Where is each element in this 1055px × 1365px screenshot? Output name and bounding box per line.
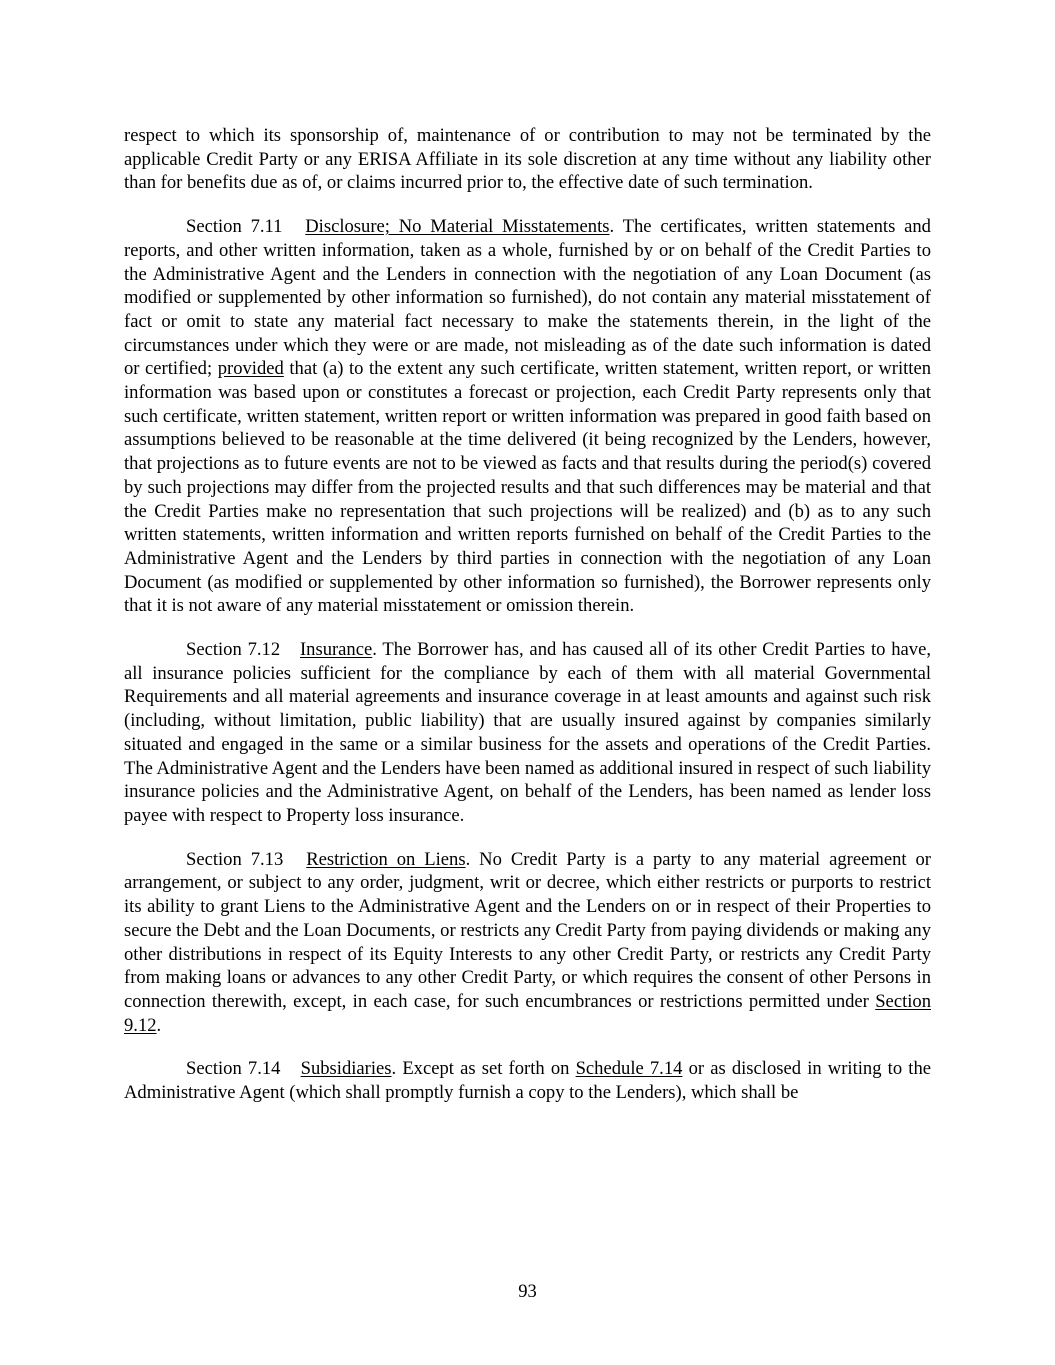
section-number: Section 7.12 (186, 639, 281, 661)
continuation-paragraph (124, 124, 931, 195)
section-text: . The certificates, written statements and reports, and other written information, taken as a whole, furnished by or on behalf of the Credit Parties to the Administrative Agent and the Lenders in connection with the negotiation of any Loan Document (as modified or supplemented by other information so furnished), do not contain any material misstatement of fact or omit to state any material fact necessary to make the statements therein, in the light of the circumstances under which they were or are made, not misleading as of the date such information is dated or certified; (124, 216, 931, 380)
section-7-12 (124, 638, 931, 828)
schedule-reference-link[interactable]: Schedule 7.14 (575, 1058, 683, 1080)
page-number: 93 (518, 1281, 537, 1302)
section-heading: Subsidiaries (300, 1058, 392, 1080)
document-body (124, 124, 931, 1125)
section-reference-link[interactable]: Section 9.12 (124, 990, 931, 1036)
section-number: Section 7.13 (186, 848, 284, 870)
continuation-text: respect to which its sponsorship of, maintenance of or contribution to may not be terminated by the applicable Credit Party or any ERISA Affiliate in its sole discretion at any time without any liability other than for benefits due as of, or claims incurred prior to, the effective date of such termination. (124, 125, 931, 194)
section-text: that (a) to the extent any such certificate, written statement, written report, or written information was based upon or constitutes a forecast or projection, each Credit Party represents only that such certificate, written statement, written report or written information was prepared in good faith based on assumptions believed to be reasonable at the time delivered (it being recognized by the Lenders, however, that projections as to future events are not to be viewed as facts and that results during the period(s) covered by such projections may differ from the projected results and that such differences may be material and that the Credit Parties make no representation that such projections will be realized) and (b) as to any such written statements, written information and written reports furnished on behalf of the Credit Parties to the Administrative Agent and the Lenders by third parties in connection with the negotiation of any Loan Document (as modified or supplemented by other information so furnished), the Borrower represents only that it is not aware of any material misstatement or omission therein. (124, 358, 932, 617)
section-heading: Insurance (299, 639, 373, 661)
provided-term: provided (217, 358, 284, 380)
section-text: . The Borrower has, and has caused all of its other Credit Parties to have, all insurance policies sufficient for the compliance by each of them with all material Governmental Requirements and all material agreements and insurance coverage in at least amounts and against such risk (including, without limitation, public liability) that are usually insured against by companies similarly situated and engaged in the same or a similar business for the assets and operations of the Credit Parties. The Administrative Agent and the Lenders have been named as additional insured in respect of such liability insurance policies and the Administrative Agent, on behalf of the Lenders, has been named as lender loss payee with respect to Property loss insurance. (124, 639, 931, 826)
section-text: . Except as set forth on (391, 1058, 576, 1080)
section-heading: Disclosure; No Material Misstatements (305, 216, 610, 238)
section-number: Section 7.11 (186, 216, 283, 238)
section-7-14 (124, 1057, 931, 1104)
section-7-11 (124, 215, 931, 618)
section-text: . (156, 1014, 162, 1036)
section-text: . No Credit Party is a party to any material agreement or arrangement, or subject to any order, judgment, writ or decree, which either restricts or purports to restrict its ability to grant Liens to the Administrative Agent and the Lenders on or in respect of their Properties to secure the Debt and the Loan Documents, or restricts any Credit Party from paying dividends or making any other distributions in respect of its Equity Interests to any other Credit Party, or restricts any Credit Party from making loans or advances to any other Credit Party, or which requires the consent of other Persons in connection therewith, except, in each case, for such encumbrances or restrictions permitted under (124, 848, 931, 1012)
section-number: Section 7.14 (186, 1058, 281, 1080)
section-heading: Restriction on Liens (306, 848, 466, 870)
section-text: or as disclosed in writing to the Administrative Agent (which shall promptly furnish a copy to the Lenders), which shall be (124, 1058, 931, 1104)
section-7-13 (124, 848, 931, 1038)
